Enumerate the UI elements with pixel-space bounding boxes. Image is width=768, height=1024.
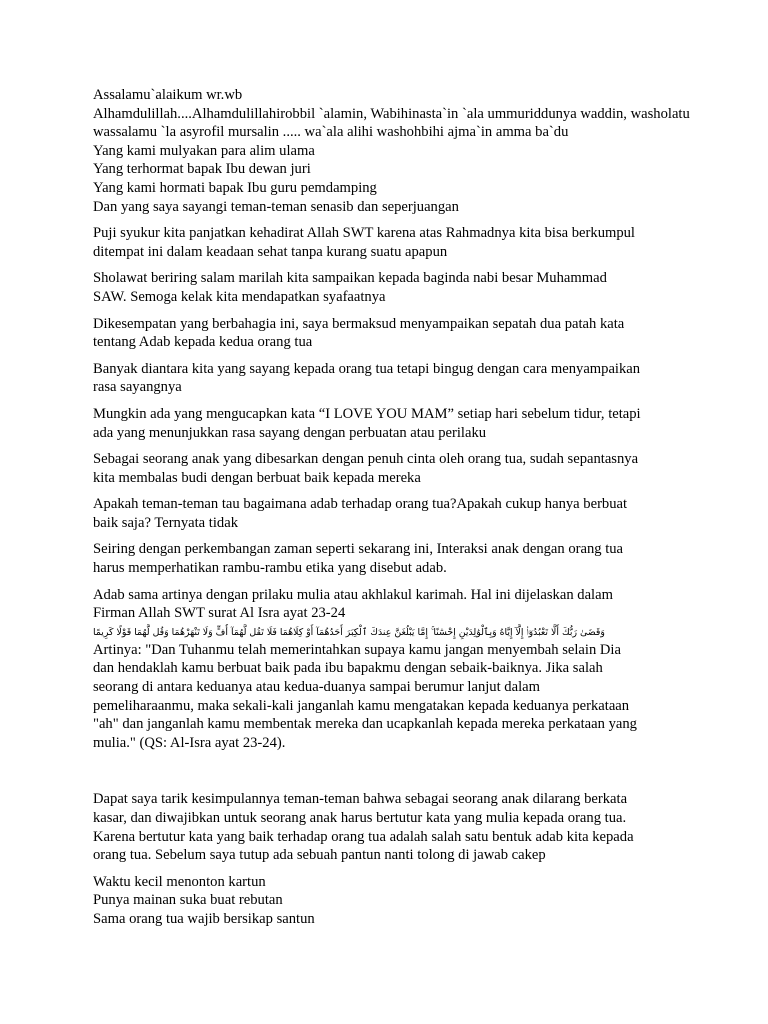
- text-line: Dapat saya tarik kesimpulannya teman-teman bahwa sebagai seorang anak dilarang berkata: [93, 791, 628, 808]
- text-line: SAW. Semoga kelak kita mendapatkan syafaatnya: [93, 288, 386, 305]
- text-line: Alhamdulillah....Alhamdulillahirobbil `alamin, Wabihinasta`in `ala ummuriddunya waddin, washolatu: [93, 105, 690, 122]
- paragraph-sholawat: [93, 269, 733, 306]
- text-line: Adab sama artinya dengan prilaku mulia atau akhlakul karimah. Hal ini dijelaskan dalam: [93, 586, 613, 603]
- text-line: Assalamu`alaikum wr.wb: [93, 87, 243, 103]
- paragraph-repay: [93, 450, 733, 487]
- text-line: Sebagai seorang anak yang dibesarkan dengan penuh cinta oleh orang tua, sudah sepantasnya: [93, 451, 639, 468]
- paragraph-question: [93, 495, 733, 532]
- text-line: Karena bertutur kata yang baik terhadap orang tua adalah salah satu bentuk adab kita kepada: [93, 828, 634, 845]
- paragraph-love: [93, 360, 733, 397]
- text-line: Firman Allah SWT surat Al Isra ayat 23-24: [93, 605, 346, 622]
- paragraph-gratitude: [93, 224, 733, 261]
- text-line: dan hendaklah kamu berbuat baik pada ibu bapakmu dengan sebaik-baiknya. Jika salah: [93, 660, 603, 677]
- text-line: Sama orang tua wajib bersikap santun: [93, 910, 315, 927]
- arabic-verse: وَقَضَىٰ رَبُّكَ أَلَّا تَعْبُدُوٓا۟ إِلَّآ إِيَّاهُ وَبِٱلْوَٰلِدَيْنِ إِحْسَٰنًا ۚ إِمَّا يَبْلُغَنَّ عِندَكَ ٱلْكِبَرَ أَحَدُهُمَآ أَوْ كِلَاهُمَا فَلَا تَقُل لَّهُمَآ أُفٍّ وَلَا تَنْهَرْهُمَا وَقُل لَّهُمَا قَوْلًا كَرِيمًا: [93, 626, 605, 638]
- text-line: ditempat ini dalam keadaan sehat tanpa kurang suatu apapun: [93, 243, 448, 260]
- text-line: Waktu kecil menonton kartun: [93, 873, 266, 890]
- text-line: Apakah teman-teman tau bagaimana adab terhadap orang tua?Apakah cukup hanya berbuat: [93, 496, 628, 513]
- text-line: "ah" dan janganlah kamu membentak mereka dan ucapkanlah kepada mereka perkataan yang: [93, 716, 637, 733]
- text-line: Banyak diantara kita yang sayang kepada orang tua tetapi bingug dengan cara menyampaikan: [93, 360, 641, 377]
- text-line: kasar, dan diwajibkan untuk seorang anak harus bertutur kata yang mulia kepada orang tua.: [93, 810, 627, 826]
- text-line: Seiring dengan perkembangan zaman seperti sekarang ini, Interaksi anak dengan orang tua: [93, 541, 624, 558]
- text-line: Yang kami mulyakan para alim ulama: [93, 142, 315, 159]
- paragraph-topic: [93, 315, 733, 352]
- text-line: wassalamu `la asyrofil mursalin ..... wa`ala alihi washohbihi ajma`in amma ba`du: [93, 124, 569, 141]
- text-line: mulia." (QS: Al-Isra ayat 23-24).: [93, 734, 286, 751]
- document-page: [93, 86, 733, 937]
- paragraph-era: [93, 540, 733, 577]
- text-line: Yang kami hormati bapak Ibu guru pemdamping: [93, 179, 377, 196]
- paragraph-i-love-you: [93, 405, 733, 442]
- text-line: Dikesempatan yang berbahagia ini, saya bermaksud menyampaikan sepatah dua patah kata: [93, 315, 625, 332]
- pantun: [93, 873, 733, 929]
- text-line: kita membalas budi dengan berbuat baik kepada mereka: [93, 469, 421, 486]
- text-line: Mungkin ada yang mengucapkan kata “I LOVE YOU MAM” setiap hari sebelum tidur, tetapi: [93, 405, 641, 422]
- text-line: Punya mainan suka buat rebutan: [93, 892, 283, 909]
- text-line: rasa sayangnya: [93, 379, 182, 396]
- paragraph-verse: [93, 586, 733, 753]
- text-line: Sholawat beriring salam marilah kita sampaikan kepada baginda nabi besar Muhammad: [93, 270, 607, 287]
- text-line: Dan yang saya sayangi teman-teman senasib dan seperjuangan: [93, 198, 459, 215]
- text-line: tentang Adab kepada kedua orang tua: [93, 334, 313, 351]
- text-line: baik saja? Ternyata tidak: [93, 514, 238, 531]
- paragraph-conclusion: [93, 790, 733, 864]
- text-line: ada yang menunjukkan rasa sayang dengan perbuatan atau perilaku: [93, 424, 487, 441]
- text-line: Yang terhormat bapak Ibu dewan juri: [93, 161, 311, 178]
- text-line: pemeliharaanmu, maka sekali-kali janganlah kamu mengatakan kepada keduanya perkataan: [93, 697, 630, 714]
- text-line: harus memperhatikan rambu-rambu etika yang disebut adab.: [93, 560, 447, 577]
- text-line: seorang di antara keduanya atau kedua-duanya sampai berumur lanjut dalam: [93, 679, 540, 696]
- text-line: Artinya: "Dan Tuhanmu telah memerintahkan supaya kamu jangan menyembah selain Dia: [93, 641, 621, 658]
- blank-line: [93, 770, 733, 790]
- text-line: orang tua. Sebelum saya tutup ada sebuah pantun nanti tolong di jawab cakep: [93, 847, 546, 864]
- opening-greeting: [93, 86, 733, 216]
- text-line: Puji syukur kita panjatkan kehadirat Allah SWT karena atas Rahmadnya kita bisa berkumpul: [93, 225, 635, 242]
